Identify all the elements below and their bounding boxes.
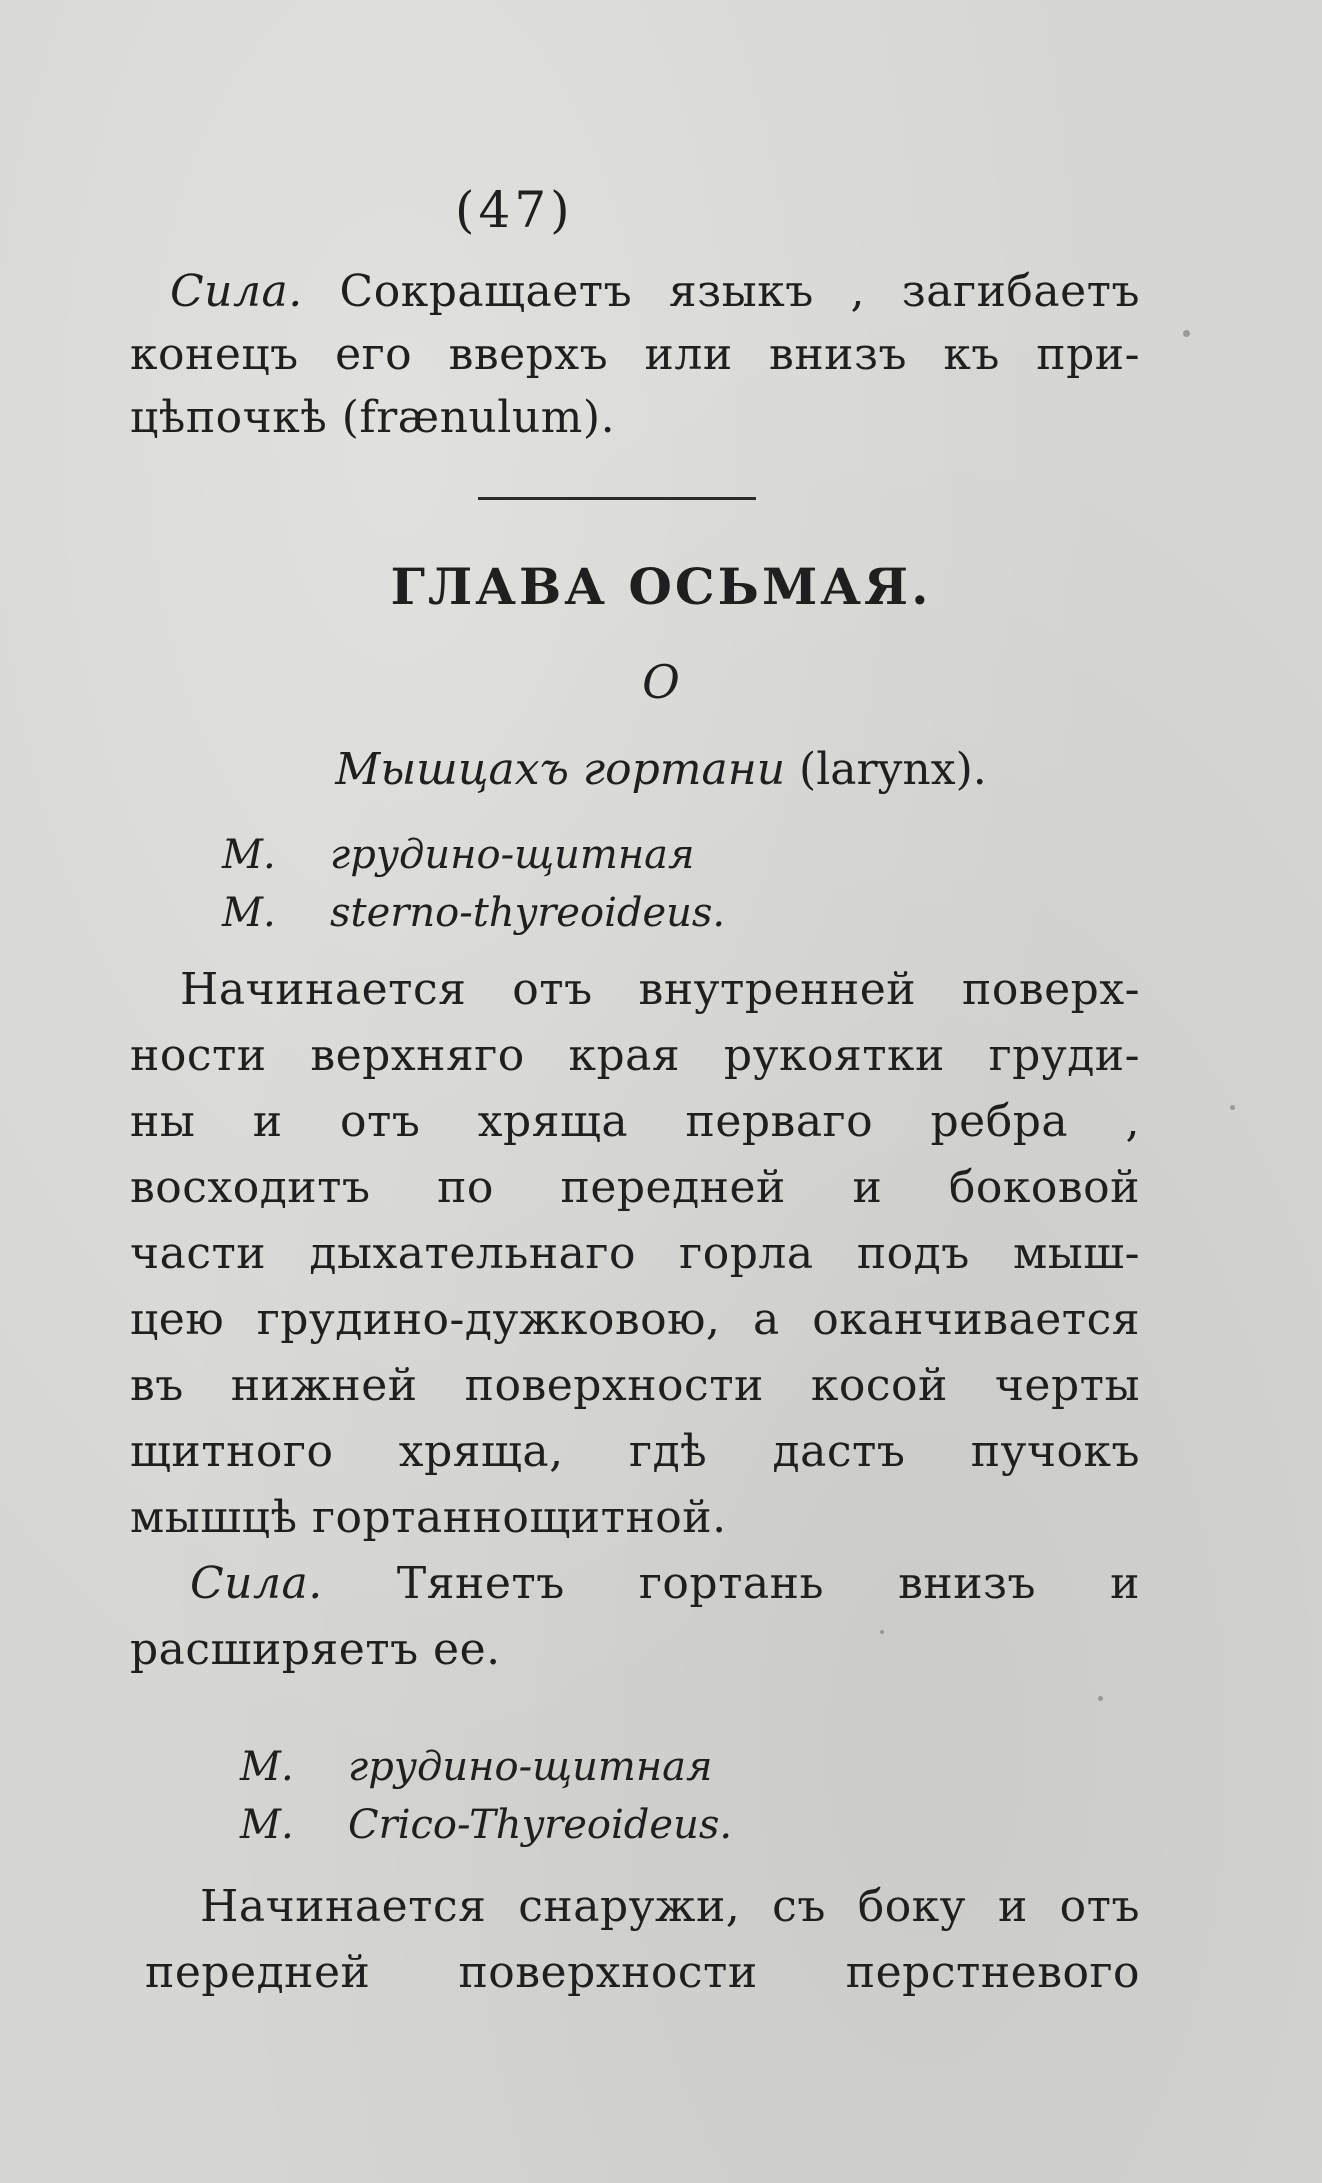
text-line-content: расширяетъ ее. — [130, 1624, 501, 1675]
muscle-abbr: М. — [222, 832, 276, 878]
page-number — [455, 180, 574, 240]
paper-speck — [1230, 1105, 1235, 1110]
muscle-name-lat — [240, 1800, 732, 1850]
muscle-abbr: М. — [240, 1744, 294, 1790]
text-line-content: въ нижней поверхности косой черты — [130, 1360, 1140, 1411]
text-line-content: передней поверхности перстневого — [145, 1947, 1140, 1998]
chapter-subject-latin: (larynx). — [785, 744, 987, 795]
text-line — [200, 1880, 1140, 1934]
muscle-name-text: грудино-щитная — [330, 832, 695, 878]
text-line — [130, 1359, 1140, 1413]
text-line-content: мышцѣ гортаннощитной. — [130, 1492, 727, 1543]
separator-rule — [478, 497, 756, 500]
text-line — [130, 1293, 1140, 1347]
text-line — [130, 1161, 1140, 1215]
muscle-abbr: М. — [222, 890, 276, 936]
chapter-subject-italic: Мышцахъ гортани — [335, 744, 786, 795]
text-line-content: восходитъ по передней и боковой — [130, 1162, 1140, 1213]
text-line — [130, 1095, 1140, 1149]
force-label: Сила. — [190, 1558, 323, 1609]
paper-speck — [1098, 1696, 1103, 1701]
muscle-abbr: М. — [240, 1802, 294, 1848]
text-line — [190, 1557, 1140, 1611]
text-line-content: Начинается снаружи, съ боку и отъ — [200, 1881, 1140, 1932]
text-line-content: Сокращаетъ языкъ , загибаетъ — [302, 266, 1140, 317]
text-line — [130, 1227, 1140, 1281]
text-line-content: цѣпочкѣ (frænulum). — [130, 392, 616, 443]
text-line-content: ности верхняго края рукоятки груди- — [130, 1030, 1140, 1081]
text-line — [170, 265, 1140, 319]
text-line-content: ны и отъ хряща перваго ребра , — [130, 1096, 1140, 1147]
muscle-name-lat — [222, 888, 725, 938]
muscle-name-text: Crico-Thyreoideus. — [348, 1802, 733, 1848]
muscle-name-text: sterno-thyreoideus. — [330, 890, 726, 936]
text-line — [130, 1623, 501, 1677]
chapter-title: ГЛАВА ОСЬМАЯ. — [390, 557, 932, 616]
text-line — [130, 391, 615, 445]
force-label: Сила. — [170, 266, 303, 317]
chapter-subject — [0, 742, 1322, 798]
chapter-preposition: О — [642, 655, 680, 709]
text-line — [145, 1946, 1140, 2000]
paper-speck — [1183, 330, 1190, 337]
text-line-content: цею грудино-дужковою, а оканчивается — [130, 1294, 1140, 1345]
text-line-content: Начинается отъ внутренней поверх- — [180, 964, 1140, 1015]
text-line-content: щитного хряща, гдѣ дастъ пучокъ — [130, 1426, 1140, 1477]
page-number-text: (47) — [455, 181, 574, 239]
text-line-content: Тянетъ гортань внизъ и — [322, 1558, 1140, 1609]
text-line — [130, 1491, 727, 1545]
muscle-name-text: грудино-щитная — [348, 1744, 713, 1790]
muscle-name-ru — [240, 1742, 713, 1792]
text-line-content: части дыхательнаго горла подъ мыш- — [130, 1228, 1140, 1279]
text-line — [130, 328, 1140, 382]
text-line-content: конецъ его вверхъ или внизъ къ при- — [130, 329, 1140, 380]
muscle-name-ru — [222, 830, 695, 880]
text-line — [180, 963, 1140, 1017]
paper-speck — [880, 1630, 884, 1634]
text-line — [130, 1029, 1140, 1083]
text-line — [130, 1425, 1140, 1479]
